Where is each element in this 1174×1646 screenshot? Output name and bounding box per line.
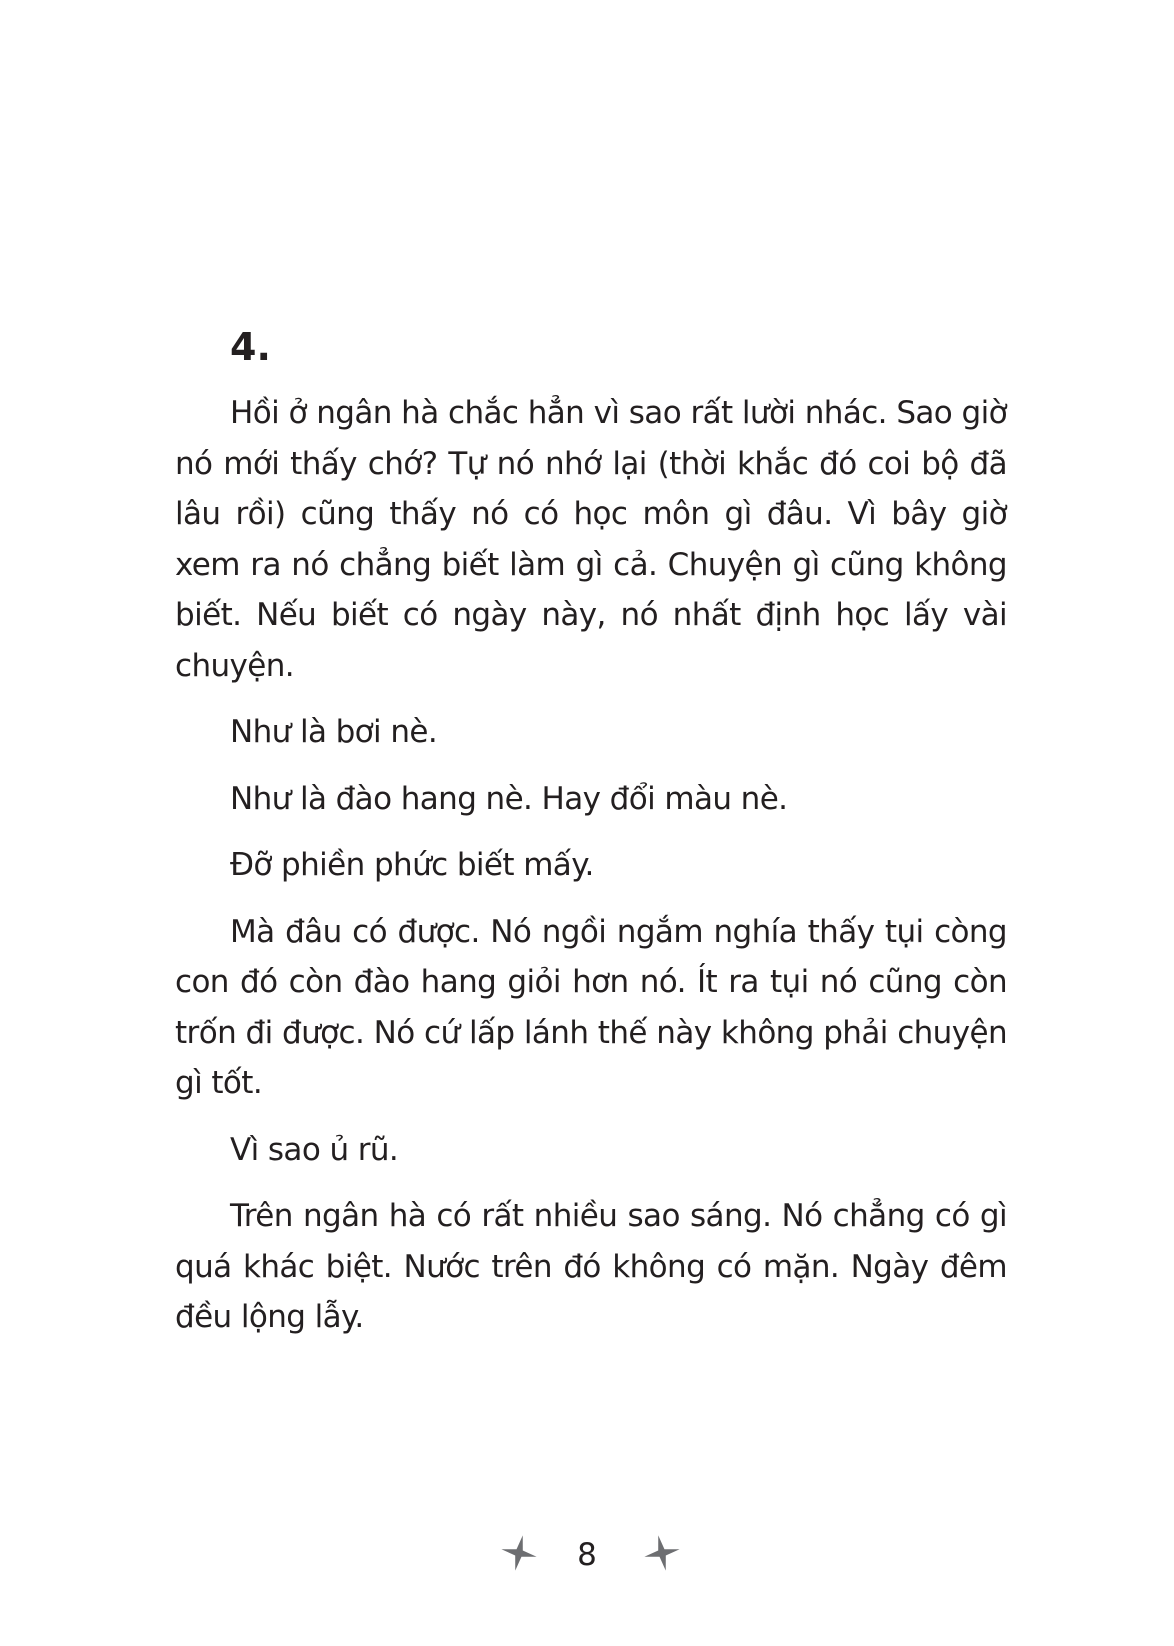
star-icon — [642, 1533, 682, 1573]
page-number: 8 — [577, 1537, 597, 1573]
paragraph: Như là bơi nè. — [230, 714, 438, 750]
paragraph: Vì sao ủ rũ. — [230, 1131, 399, 1168]
star-icon — [499, 1533, 539, 1573]
chapter-number: 4. — [230, 325, 271, 369]
paragraph: Như là đào hang nè. Hay đổi màu nè. — [230, 780, 788, 817]
paragraph: Hồi ở ngân hà chắc hẳn vì sao rất lười nhác. Sao giờ nó mới thấy chớ? Tự nó nhớ lại (thời khắc đó coi bộ đã lâu rồi) cũng thấy nó có học môn gì đâu. Vì bây giờ xem ra nó chẳng biết làm gì cả. Chuyện gì cũng không biết. Nếu biết có ngày này, nó nhất định học lấy vài chuyện. — [175, 395, 1007, 684]
paragraph: Mà đâu có được. Nó ngồi ngắm nghía thấy tụi còng con đó còn đào hang giỏi hơn nó. Ít ra tụi nó cũng còn trốn đi được. Nó cứ lấp lánh thế này không phải chuyện gì tốt. — [175, 913, 1007, 1101]
page-footer — [0, 1525, 1174, 1585]
paragraph: Trên ngân hà có rất nhiều sao sáng. Nó chẳng có gì quá khác biệt. Nước trên đó không có mặn. Ngày đêm đều lộng lẫy. — [175, 1198, 1007, 1335]
paragraph: Đỡ phiền phức biết mấy. — [230, 847, 594, 883]
chapter-body — [175, 388, 1007, 1359]
